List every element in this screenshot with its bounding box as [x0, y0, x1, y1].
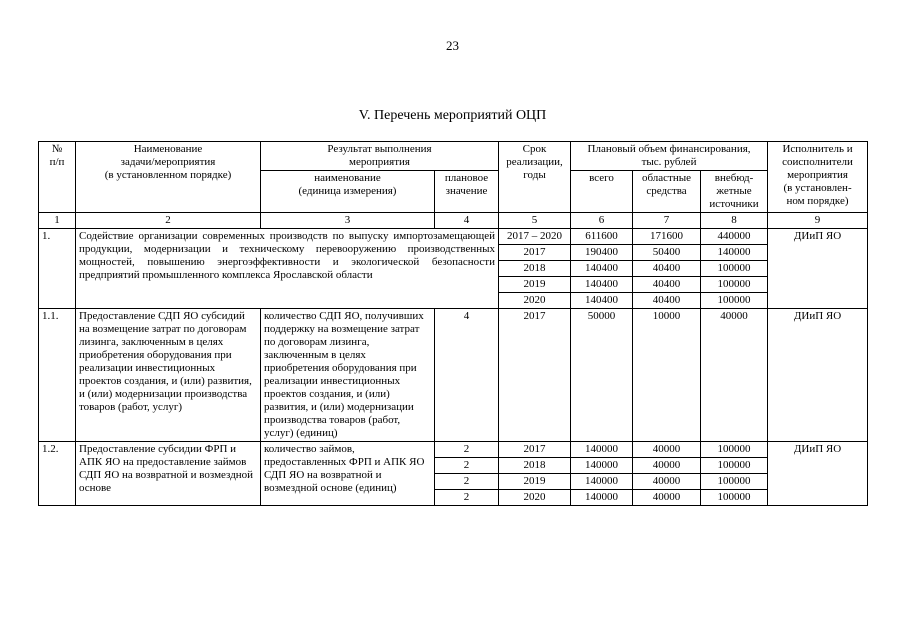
regional-cell: 40000	[633, 442, 701, 458]
header-name: Наименование задачи/мероприятия (в установленном порядке)	[76, 142, 261, 213]
term-cell: 2018	[499, 261, 571, 277]
task-name: Предоставление СДП ЯО субсидий на возмещение затрат по договорам лизинга, заключенным в целях приобретения оборудования при реализации инвестиционных проектов создания, и (или) развития, и (или) модернизации производства товаров (работ, услуг)	[76, 309, 261, 442]
result-value: 2	[435, 442, 499, 458]
row-number: 1.1.	[39, 309, 76, 442]
header-regional: областные средства	[633, 171, 701, 213]
extrabudget-cell: 100000	[701, 277, 768, 293]
result-value: 2	[435, 474, 499, 490]
result-name: количество СДП ЯО, получивших поддержку на возмещение затрат по договорам лизинга, заключенным в целях приобретения оборудования при реализации инвестиционных проектов создания, и (или) развития, и (или) модернизации производства товаров (работ, услуг) (единиц)	[261, 309, 435, 442]
result-value: 2	[435, 490, 499, 506]
term-cell: 2018	[499, 458, 571, 474]
header-extrabudget: внебюд- жетные источники	[701, 171, 768, 213]
header-result-value: плановое значение	[435, 171, 499, 213]
header-total: всего	[571, 171, 633, 213]
total-cell: 140400	[571, 277, 633, 293]
regional-cell: 40400	[633, 293, 701, 309]
regional-cell: 40400	[633, 277, 701, 293]
term-cell: 2017	[499, 309, 571, 442]
extrabudget-cell: 40000	[701, 309, 768, 442]
column-number: 4	[435, 213, 499, 229]
page-number: 23	[446, 38, 459, 53]
table-row	[39, 229, 868, 245]
page-title: V. Перечень мероприятий ОЦП	[358, 108, 547, 123]
executor-cell: ДИиП ЯО	[768, 229, 868, 309]
total-cell: 50000	[571, 309, 633, 442]
header-result-name: наименование (единица измерения)	[261, 171, 435, 213]
term-cell: 2017 – 2020	[499, 229, 571, 245]
total-cell: 140000	[571, 442, 633, 458]
total-cell: 140000	[571, 474, 633, 490]
column-number: 8	[701, 213, 768, 229]
regional-cell: 50400	[633, 245, 701, 261]
header-num: № п/п	[39, 142, 76, 213]
row-number: 1.	[39, 229, 76, 309]
total-cell: 140400	[571, 261, 633, 277]
regional-cell: 40400	[633, 261, 701, 277]
measures-table	[38, 141, 868, 506]
column-number-row	[39, 213, 868, 229]
header-result: Результат выполнения мероприятия	[261, 142, 499, 171]
table-row	[39, 309, 868, 442]
row-number: 1.2.	[39, 442, 76, 506]
regional-cell: 40000	[633, 458, 701, 474]
column-number: 6	[571, 213, 633, 229]
extrabudget-cell: 140000	[701, 245, 768, 261]
column-number: 7	[633, 213, 701, 229]
executor-cell: ДИиП ЯО	[768, 309, 868, 442]
result-value: 4	[435, 309, 499, 442]
table-row	[39, 442, 868, 458]
header-executor: Исполнитель и соисполнители мероприятия (в установлен- ном порядке)	[768, 142, 868, 213]
column-number: 3	[261, 213, 435, 229]
extrabudget-cell: 100000	[701, 490, 768, 506]
total-cell: 140000	[571, 490, 633, 506]
header-funding: Плановый объем финансирования, тыс. рублей	[571, 142, 768, 171]
column-number: 9	[768, 213, 868, 229]
header-row	[39, 142, 868, 171]
term-cell: 2017	[499, 245, 571, 261]
task-name: Предоставление субсидии ФРП и АПК ЯО на предоставление займов СДП ЯО на возвратной и возмездной основе	[76, 442, 261, 506]
total-cell: 190400	[571, 245, 633, 261]
extrabudget-cell: 100000	[701, 474, 768, 490]
header-term: Срок реализации, годы	[499, 142, 571, 213]
total-cell: 611600	[571, 229, 633, 245]
extrabudget-cell: 100000	[701, 442, 768, 458]
extrabudget-cell: 440000	[701, 229, 768, 245]
extrabudget-cell: 100000	[701, 261, 768, 277]
total-cell: 140400	[571, 293, 633, 309]
regional-cell: 171600	[633, 229, 701, 245]
column-number: 2	[76, 213, 261, 229]
term-cell: 2019	[499, 277, 571, 293]
regional-cell: 40000	[633, 490, 701, 506]
task-name: Содействие организации современных производств по выпуску импортозамещающей продукции, модернизации и техническому перевооружению производственных мощностей, повышению энергоэффективности и экологической безопасности предприятий промышленного комплекса Ярославской области	[76, 229, 499, 309]
column-number: 5	[499, 213, 571, 229]
term-cell: 2017	[499, 442, 571, 458]
regional-cell: 40000	[633, 474, 701, 490]
result-name: количество займов, предоставленных ФРП и АПК ЯО СДП ЯО на возвратной и возмездной основе (единиц)	[261, 442, 435, 506]
column-number: 1	[39, 213, 76, 229]
extrabudget-cell: 100000	[701, 458, 768, 474]
executor-cell: ДИиП ЯО	[768, 442, 868, 506]
term-cell: 2020	[499, 293, 571, 309]
term-cell: 2020	[499, 490, 571, 506]
regional-cell: 10000	[633, 309, 701, 442]
result-value: 2	[435, 458, 499, 474]
extrabudget-cell: 100000	[701, 293, 768, 309]
total-cell: 140000	[571, 458, 633, 474]
term-cell: 2019	[499, 474, 571, 490]
